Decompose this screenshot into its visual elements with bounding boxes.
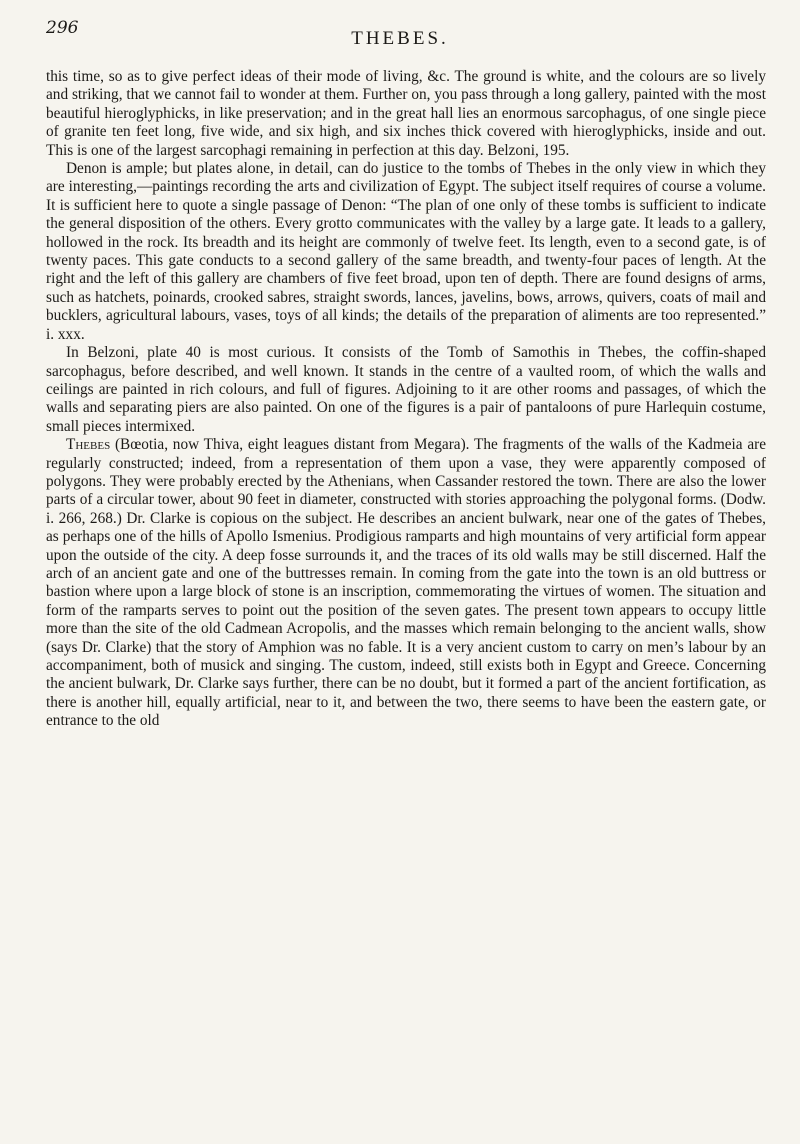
entry-text: (Bœotia, now Thiva, eight leagues distant from Megara). The fragments of the walls of the Kadmeia are regularly constructed; indeed, from a representation of them upon a vase, they were apparently composed of polygons. They were probably erected by the Athenians, when Cassander restored the town. There are also the lower parts of a circular tower, about 90 feet in diameter, constructed with stories approaching the polygonal forms. (Dodw. i. 266, 268.) Dr. Clarke is copious on the subject. He describes an ancient bulwark, near one of the gates of Thebes, as perhaps one of the hills of Apollo Ismenius. Prodigious ramparts and high mountains of very artificial form appear upon the outside of the city. A deep fosse surrounds it, and the traces of its old walls may be still discerned. Half the arch of an ancient gate and one of the buttresses remain. In coming from the gate into the town is an old buttress or bastion where upon a large block of stone is an inscription, commemorating the virtues of women. The situation and form of the ramparts serves to point out the position of the seven gates. The present town appears to occupy little more than the site of the old Cadmean Acropolis, and the masses which remain belonging to the ancient walls, show (says Dr. Clarke) that the story of Amphion was no fable. It is a very ancient custom to carry on men’s labour by an accompaniment, both of musick and singing. The custom, indeed, still exists both in Egypt and Greece. Concerning the ancient bulwark, Dr. Clarke says further, there can be no doubt, but it formed a part of the ancient fortification, as there is another hill, equally artificial, near to it, and between the two, there seems to have been the eastern gate, or entrance to the old bbox=[46, 436, 766, 730]
paragraph-samothis: In Belzoni, plate 40 is most curious. It consists of the Tomb of Samothis in Thebes, the coffin-shaped sarcophagus, before described, and well known. It stands in the centre of a vaulted room, of which the walls and ceilings are painted in rich colours, and full of figures. Adjoining to it are other rooms and passages, of which the walls and separating piers are also painted. On one of the figures is a pair of pantaloons of pure Harlequin costume, small pieces intermixed. bbox=[46, 344, 766, 435]
running-head: THEBES. bbox=[351, 28, 449, 49]
paragraph-denon: Denon is ample; but plates alone, in detail, can do justice to the tombs of Thebes in the only view in which they are interesting,—paintings recording the arts and civilization of Egypt. The subject itself requires of course a volume. It is sufficient here to quote a single passage of Denon: “The plan of one only of these tombs is sufficient to indicate the general disposition of the others. Every grotto communicates with the valley by a large gate. It leads to a gallery, hollowed in the rock. Its breadth and its height are commonly of twelve feet. Its length, even to a second gate, is of twenty paces. This gate conducts to a second gallery of the same breadth, and twenty-four paces of length. At the right and the left of this gallery are chambers of five feet broad, upon ten of depth. There are found designs of arms, such as hatchets, poinards, crooked sabres, straight swords, lances, javelins, bows, arrows, quivers, coats of mail and bucklers, agricultural labours, vases, toys of all kinds; the details of the preparation of aliments are too represented.” i. xxx. bbox=[46, 160, 766, 343]
paragraph-thebes-boeotia bbox=[46, 436, 766, 731]
page-number: 296 bbox=[46, 18, 79, 38]
paragraph-belzoni-tomb: this time, so as to give perfect ideas of their mode of living, &c. The ground is white, and the colours are so lively and striking, that we cannot fail to wonder at them. Further on, you pass through a long gallery, painted with the most beautiful hieroglyphicks, in like preservation; and in the great hall lies an enormous sarcophagus, of one single piece of granite ten feet long, five wide, and six high, and six inches thick covered with hieroglyphicks, inside and out. This is one of the largest sarcophagi remaining in perfection at this day. Belzoni, 195. bbox=[46, 68, 766, 159]
body-text bbox=[46, 68, 766, 731]
entry-heading: Thebes bbox=[66, 436, 111, 454]
